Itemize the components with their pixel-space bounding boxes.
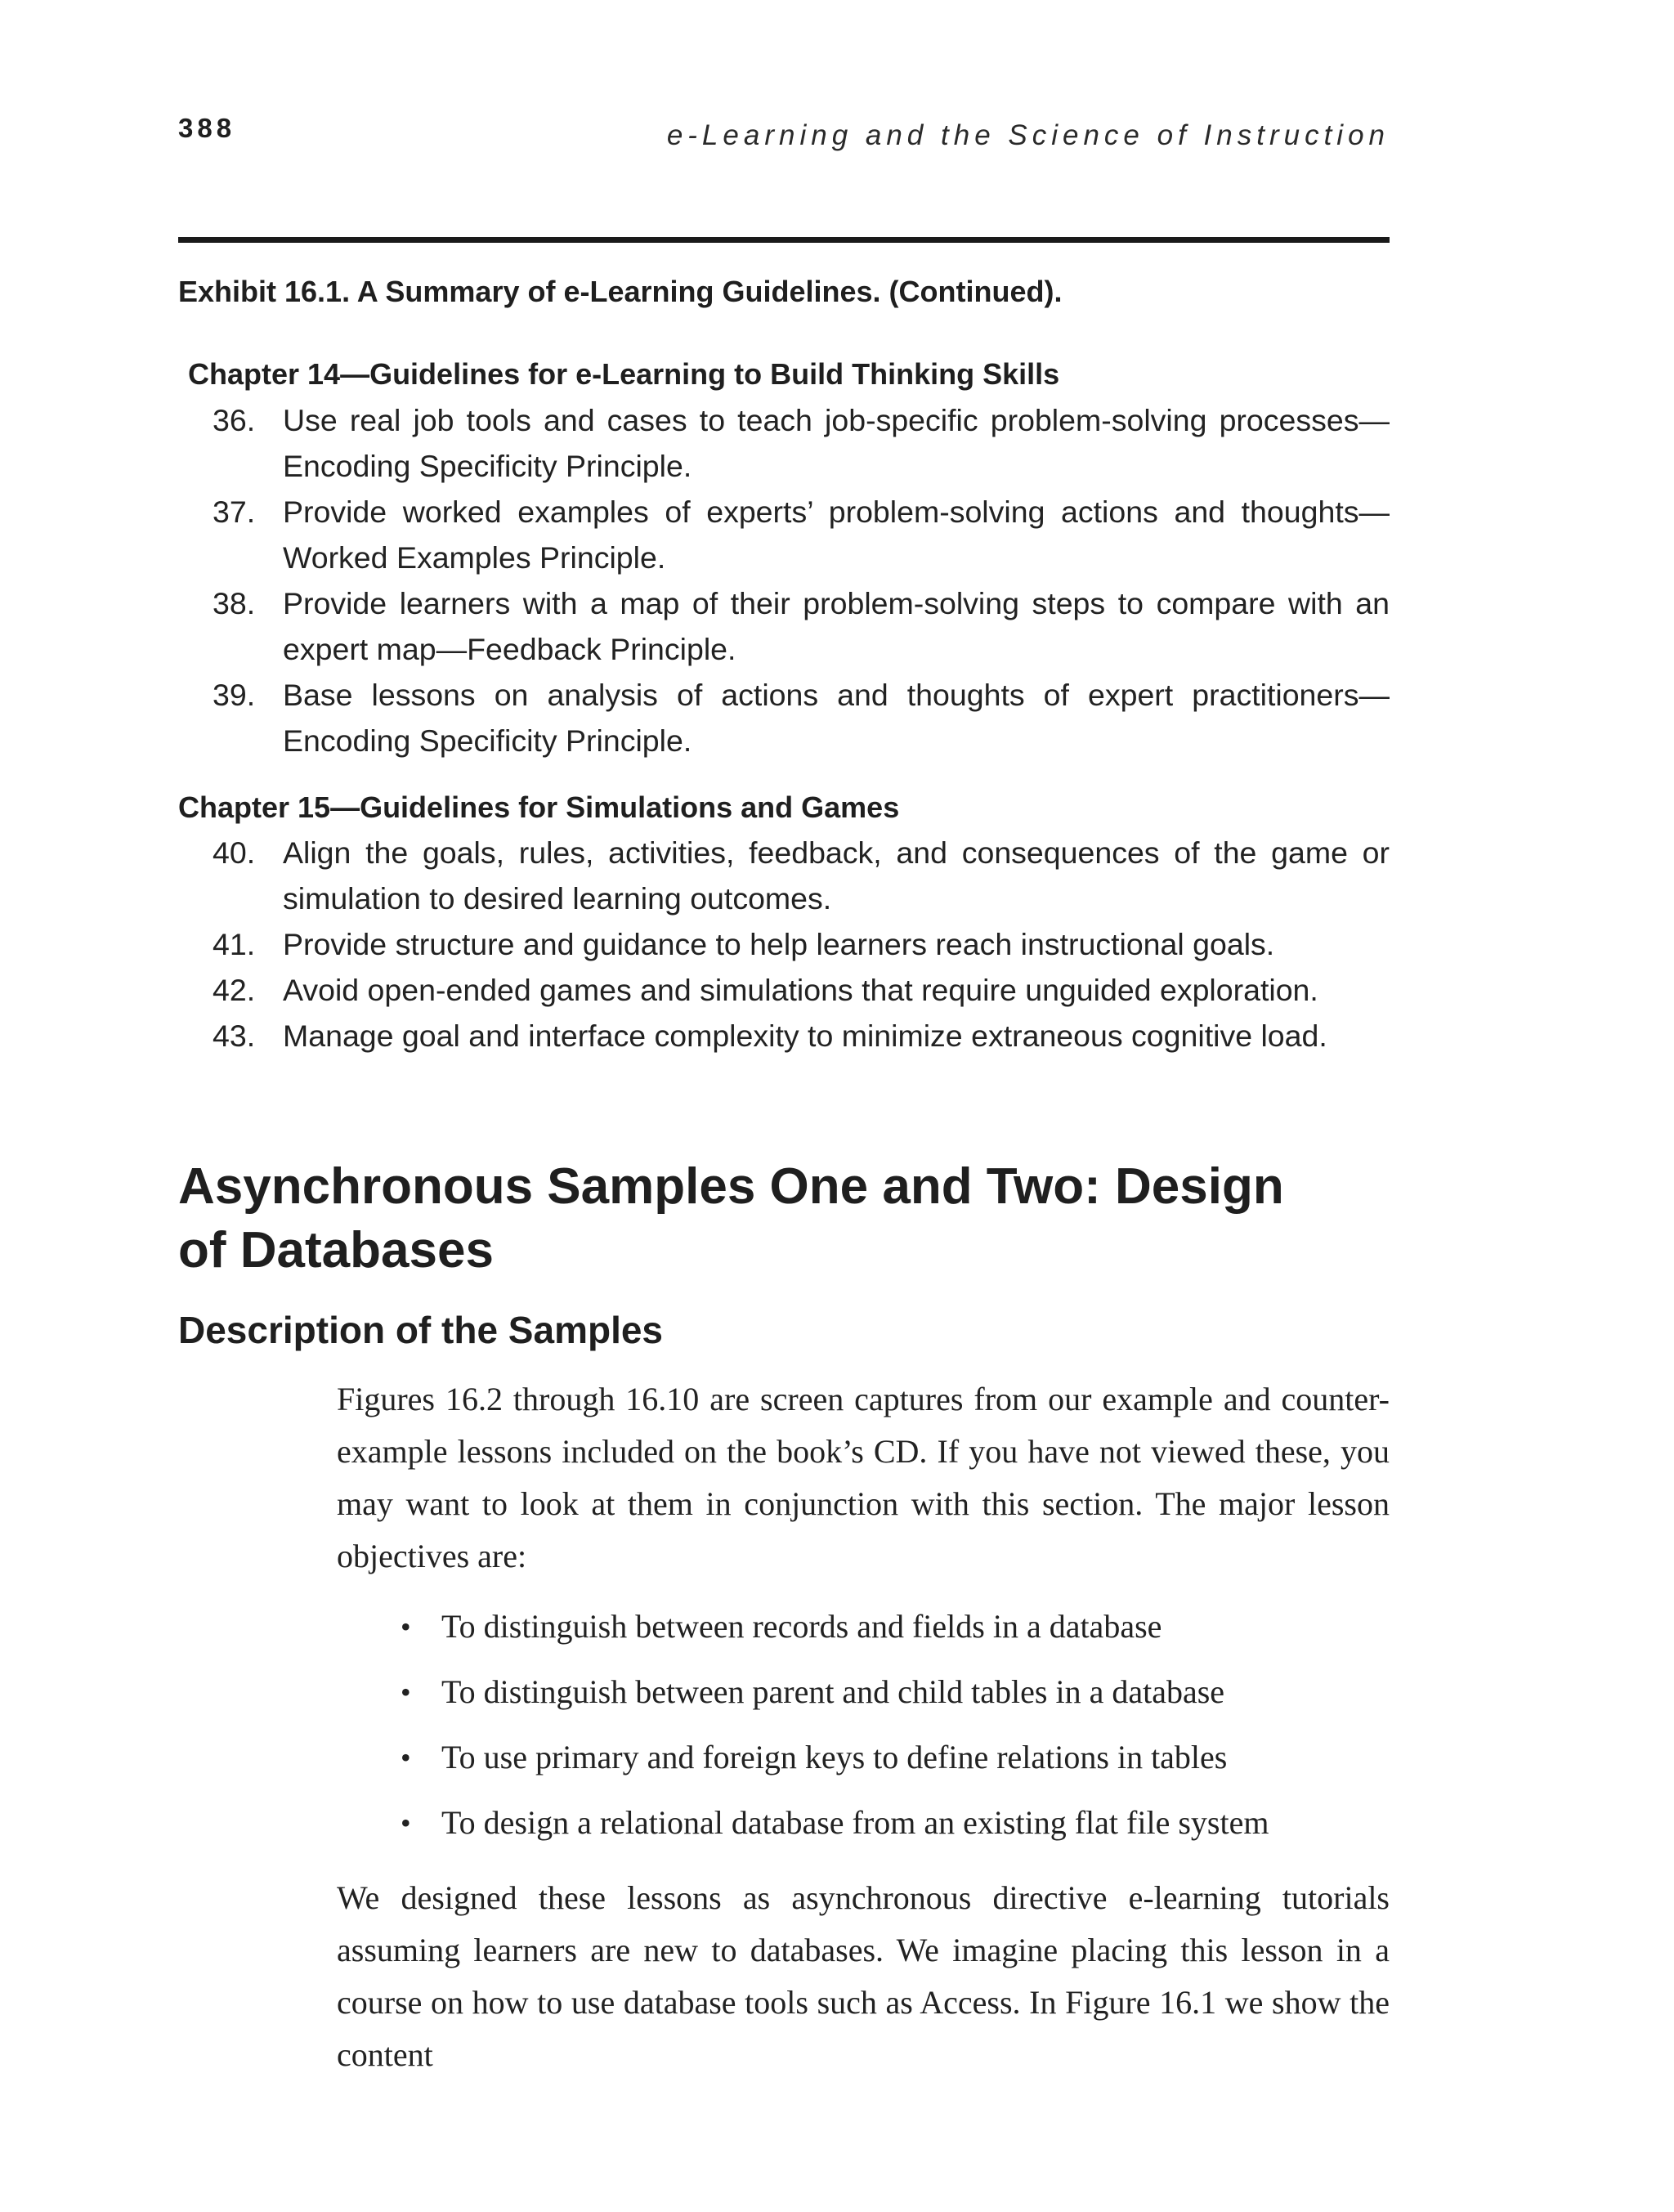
guideline-number: 37. (213, 495, 256, 529)
guideline-item (178, 1013, 1390, 1059)
running-head: e-Learning and the Science of Instruction (666, 119, 1390, 151)
section-heading-line-2: of Databases (178, 1222, 494, 1278)
guideline-item (178, 489, 1390, 580)
guideline-item (178, 967, 1390, 1013)
guideline-text: Manage goal and interface complexity to minimize extraneous cognitive load. (283, 1019, 1327, 1053)
objective-item (401, 1790, 1269, 1856)
objective-text: To distinguish between records and fields in a database (441, 1608, 1162, 1645)
bullet-icon: • (401, 1610, 411, 1643)
body-paragraph: We designed these lessons as asynchronous directive e-learning tutorials assuming learners are new to databases. We imagine placing this lesson in a course on how to use database tools such as Access. In Figure 16.1 we show the content (337, 1879, 1390, 2073)
exhibit-title: Exhibit 16.1. A Summary of e-Learning Guidelines. (Continued). (178, 275, 1063, 308)
guideline-item (178, 580, 1390, 672)
subsection-heading: Description of the Samples (178, 1309, 664, 1351)
guideline-number: 38. (213, 586, 256, 620)
guideline-text: Provide structure and guidance to help learners reach instructional goals. (283, 927, 1275, 961)
guideline-text: Base lessons on analysis of actions and thoughts of expert practitioners—Encoding Specificity Principle. (283, 678, 1390, 758)
guideline-number: 41. (213, 927, 256, 961)
guideline-text: Use real job tools and cases to teach job-specific problem-solving processes—Encoding Specificity Principle. (283, 403, 1390, 483)
objective-text: To use primary and foreign keys to define relations in tables (441, 1739, 1228, 1775)
body-paragraph: Figures 16.2 through 16.10 are screen captures from our example and counter-example lessons included on the book’s CD. If you have not viewed these, you may want to look at them in conjunction with this section. The major lesson objectives are: (337, 1381, 1390, 1574)
chapter-14-guidelines (178, 397, 1390, 763)
guideline-text: Provide learners with a map of their problem-solving steps to compare with an expert map—Feedback Principle. (283, 586, 1390, 666)
header-rule (178, 237, 1390, 243)
chapter-14-heading: Chapter 14—Guidelines for e-Learning to Build Thinking Skills (188, 357, 1060, 391)
bullet-icon: • (401, 1676, 411, 1708)
section-heading (178, 1155, 1323, 1283)
guideline-text: Provide worked examples of experts’ problem-solving actions and thoughts—Worked Examples Principle. (283, 495, 1390, 575)
guideline-item (178, 672, 1390, 763)
objective-text: To design a relational database from an existing flat file system (441, 1804, 1269, 1841)
guideline-number: 36. (213, 403, 256, 437)
objective-item (401, 1725, 1269, 1790)
guideline-item (178, 397, 1390, 489)
guideline-item (178, 830, 1390, 921)
guideline-number: 39. (213, 678, 256, 712)
guideline-item (178, 921, 1390, 967)
objective-item (401, 1594, 1269, 1659)
guideline-text: Align the goals, rules, activities, feedback, and consequences of the game or simulation to desired learning outcomes. (283, 835, 1390, 916)
section-heading-line-1: Asynchronous Samples One and Two: Design (178, 1158, 1284, 1215)
guideline-text: Avoid open-ended games and simulations that require unguided exploration. (283, 973, 1318, 1007)
bullet-icon: • (401, 1807, 411, 1839)
chapter-15-heading: Chapter 15—Guidelines for Simulations and Games (178, 790, 900, 824)
chapter-15-guidelines (178, 830, 1390, 1059)
guideline-number: 40. (213, 835, 256, 870)
objectives-list (401, 1594, 1269, 1856)
guideline-number: 42. (213, 973, 256, 1007)
bullet-icon: • (401, 1741, 411, 1774)
page-number: 388 (178, 113, 236, 143)
guideline-number: 43. (213, 1019, 256, 1053)
objective-item (401, 1659, 1269, 1725)
objective-text: To distinguish between parent and child tables in a database (441, 1673, 1225, 1710)
